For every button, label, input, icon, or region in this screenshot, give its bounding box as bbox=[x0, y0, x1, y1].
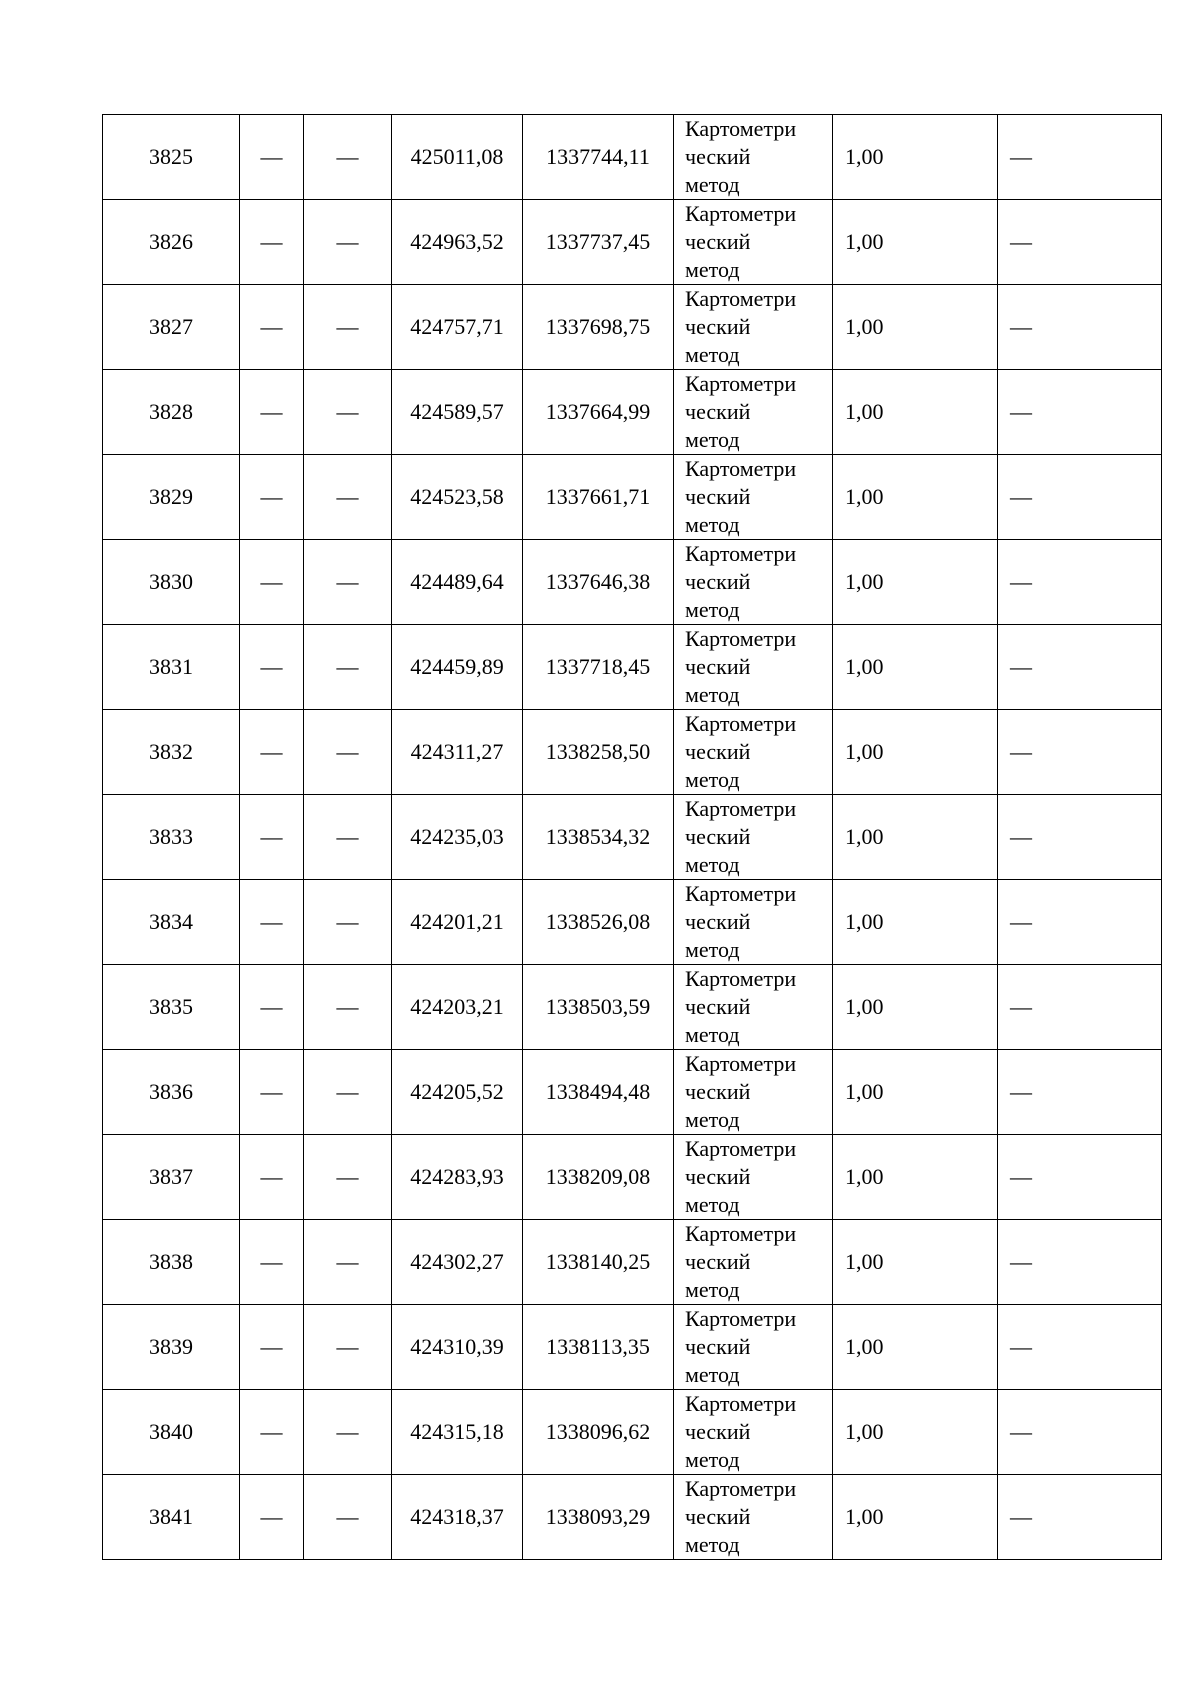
method-cell bbox=[674, 1050, 833, 1135]
empty-value-cell: — bbox=[304, 370, 392, 455]
point-number-cell: 3839 bbox=[103, 1305, 240, 1390]
accuracy-cell: 1,00 bbox=[833, 965, 998, 1050]
x-coordinate-cell: 424283,93 bbox=[392, 1135, 523, 1220]
y-coordinate-cell: 1338258,50 bbox=[523, 710, 674, 795]
table-row bbox=[103, 1220, 1162, 1305]
empty-value-cell: — bbox=[240, 965, 304, 1050]
method-text: Картометри ческий метод bbox=[685, 541, 797, 622]
x-coordinate-cell: 424315,18 bbox=[392, 1390, 523, 1475]
y-coordinate-cell: 1338093,29 bbox=[523, 1475, 674, 1560]
point-number-cell: 3827 bbox=[103, 285, 240, 370]
x-coordinate-cell: 424302,27 bbox=[392, 1220, 523, 1305]
point-number-cell: 3828 bbox=[103, 370, 240, 455]
method-cell bbox=[674, 200, 833, 285]
method-text: Картометри ческий метод bbox=[685, 626, 797, 707]
empty-value-cell: — bbox=[304, 795, 392, 880]
empty-value-cell: — bbox=[240, 115, 304, 200]
y-coordinate-cell: 1337744,11 bbox=[523, 115, 674, 200]
point-number-cell: 3832 bbox=[103, 710, 240, 795]
empty-value-cell: — bbox=[240, 710, 304, 795]
accuracy-cell: 1,00 bbox=[833, 1475, 998, 1560]
point-number-cell: 3825 bbox=[103, 115, 240, 200]
table-row bbox=[103, 880, 1162, 965]
empty-value-cell: — bbox=[304, 200, 392, 285]
empty-value-cell: — bbox=[240, 625, 304, 710]
method-text: Картометри ческий метод bbox=[685, 711, 797, 792]
y-coordinate-cell: 1338534,32 bbox=[523, 795, 674, 880]
method-text: Картометри ческий метод bbox=[685, 1136, 797, 1217]
method-text: Картометри ческий метод bbox=[685, 286, 797, 367]
empty-value-cell: — bbox=[998, 880, 1162, 965]
empty-value-cell: — bbox=[998, 965, 1162, 1050]
y-coordinate-cell: 1338113,35 bbox=[523, 1305, 674, 1390]
x-coordinate-cell: 424963,52 bbox=[392, 200, 523, 285]
point-number-cell: 3833 bbox=[103, 795, 240, 880]
method-text: Картометри ческий метод bbox=[685, 1221, 797, 1302]
empty-value-cell: — bbox=[304, 1305, 392, 1390]
empty-value-cell: — bbox=[998, 1305, 1162, 1390]
empty-value-cell: — bbox=[304, 965, 392, 1050]
empty-value-cell: — bbox=[240, 370, 304, 455]
accuracy-cell: 1,00 bbox=[833, 1220, 998, 1305]
table-row bbox=[103, 1475, 1162, 1560]
empty-value-cell: — bbox=[304, 1475, 392, 1560]
method-cell bbox=[674, 455, 833, 540]
point-number-cell: 3831 bbox=[103, 625, 240, 710]
method-text: Картометри ческий метод bbox=[685, 456, 797, 537]
empty-value-cell: — bbox=[304, 880, 392, 965]
accuracy-cell: 1,00 bbox=[833, 710, 998, 795]
empty-value-cell: — bbox=[998, 1475, 1162, 1560]
method-text: Картометри ческий метод bbox=[685, 796, 797, 877]
y-coordinate-cell: 1338494,48 bbox=[523, 1050, 674, 1135]
y-coordinate-cell: 1337737,45 bbox=[523, 200, 674, 285]
x-coordinate-cell: 424310,39 bbox=[392, 1305, 523, 1390]
accuracy-cell: 1,00 bbox=[833, 1050, 998, 1135]
method-cell bbox=[674, 710, 833, 795]
method-text: Картометри ческий метод bbox=[685, 116, 797, 197]
y-coordinate-cell: 1338526,08 bbox=[523, 880, 674, 965]
point-number-cell: 3834 bbox=[103, 880, 240, 965]
method-text: Картометри ческий метод bbox=[685, 201, 797, 282]
method-cell bbox=[674, 1135, 833, 1220]
empty-value-cell: — bbox=[304, 540, 392, 625]
table-row bbox=[103, 965, 1162, 1050]
method-cell bbox=[674, 115, 833, 200]
accuracy-cell: 1,00 bbox=[833, 115, 998, 200]
y-coordinate-cell: 1338209,08 bbox=[523, 1135, 674, 1220]
empty-value-cell: — bbox=[998, 115, 1162, 200]
x-coordinate-cell: 424757,71 bbox=[392, 285, 523, 370]
y-coordinate-cell: 1337718,45 bbox=[523, 625, 674, 710]
method-text: Картометри ческий метод bbox=[685, 966, 797, 1047]
coordinates-table-body bbox=[103, 115, 1162, 1560]
empty-value-cell: — bbox=[998, 1050, 1162, 1135]
empty-value-cell: — bbox=[998, 1220, 1162, 1305]
coordinates-table bbox=[102, 114, 1162, 1560]
method-cell bbox=[674, 1305, 833, 1390]
method-cell bbox=[674, 540, 833, 625]
empty-value-cell: — bbox=[998, 285, 1162, 370]
method-cell bbox=[674, 965, 833, 1050]
table-row bbox=[103, 1050, 1162, 1135]
empty-value-cell: — bbox=[998, 625, 1162, 710]
y-coordinate-cell: 1337664,99 bbox=[523, 370, 674, 455]
y-coordinate-cell: 1338096,62 bbox=[523, 1390, 674, 1475]
y-coordinate-cell: 1338503,59 bbox=[523, 965, 674, 1050]
method-text: Картометри ческий метод bbox=[685, 1476, 797, 1557]
point-number-cell: 3836 bbox=[103, 1050, 240, 1135]
table-row bbox=[103, 200, 1162, 285]
x-coordinate-cell: 424318,37 bbox=[392, 1475, 523, 1560]
x-coordinate-cell: 424205,52 bbox=[392, 1050, 523, 1135]
table-row bbox=[103, 370, 1162, 455]
method-text: Картометри ческий метод bbox=[685, 1391, 797, 1472]
method-text: Картометри ческий метод bbox=[685, 371, 797, 452]
empty-value-cell: — bbox=[240, 1305, 304, 1390]
x-coordinate-cell: 424459,89 bbox=[392, 625, 523, 710]
empty-value-cell: — bbox=[998, 1390, 1162, 1475]
x-coordinate-cell: 424235,03 bbox=[392, 795, 523, 880]
y-coordinate-cell: 1337661,71 bbox=[523, 455, 674, 540]
point-number-cell: 3838 bbox=[103, 1220, 240, 1305]
point-number-cell: 3826 bbox=[103, 200, 240, 285]
method-cell bbox=[674, 1390, 833, 1475]
empty-value-cell: — bbox=[304, 625, 392, 710]
empty-value-cell: — bbox=[240, 455, 304, 540]
accuracy-cell: 1,00 bbox=[833, 625, 998, 710]
point-number-cell: 3841 bbox=[103, 1475, 240, 1560]
empty-value-cell: — bbox=[240, 795, 304, 880]
accuracy-cell: 1,00 bbox=[833, 1390, 998, 1475]
table-row bbox=[103, 115, 1162, 200]
method-cell bbox=[674, 285, 833, 370]
empty-value-cell: — bbox=[998, 540, 1162, 625]
point-number-cell: 3840 bbox=[103, 1390, 240, 1475]
empty-value-cell: — bbox=[240, 1475, 304, 1560]
x-coordinate-cell: 424589,57 bbox=[392, 370, 523, 455]
accuracy-cell: 1,00 bbox=[833, 540, 998, 625]
method-cell bbox=[674, 1475, 833, 1560]
x-coordinate-cell: 424201,21 bbox=[392, 880, 523, 965]
table-row bbox=[103, 710, 1162, 795]
table-row bbox=[103, 540, 1162, 625]
empty-value-cell: — bbox=[304, 1220, 392, 1305]
accuracy-cell: 1,00 bbox=[833, 200, 998, 285]
table-row bbox=[103, 625, 1162, 710]
empty-value-cell: — bbox=[998, 455, 1162, 540]
point-number-cell: 3829 bbox=[103, 455, 240, 540]
method-text: Картометри ческий метод bbox=[685, 1051, 797, 1132]
x-coordinate-cell: 424311,27 bbox=[392, 710, 523, 795]
x-coordinate-cell: 424203,21 bbox=[392, 965, 523, 1050]
empty-value-cell: — bbox=[304, 1135, 392, 1220]
method-cell bbox=[674, 625, 833, 710]
point-number-cell: 3830 bbox=[103, 540, 240, 625]
point-number-cell: 3837 bbox=[103, 1135, 240, 1220]
empty-value-cell: — bbox=[304, 115, 392, 200]
table-row bbox=[103, 455, 1162, 540]
empty-value-cell: — bbox=[240, 1135, 304, 1220]
x-coordinate-cell: 425011,08 bbox=[392, 115, 523, 200]
accuracy-cell: 1,00 bbox=[833, 1135, 998, 1220]
accuracy-cell: 1,00 bbox=[833, 795, 998, 880]
empty-value-cell: — bbox=[240, 540, 304, 625]
accuracy-cell: 1,00 bbox=[833, 285, 998, 370]
y-coordinate-cell: 1337646,38 bbox=[523, 540, 674, 625]
empty-value-cell: — bbox=[998, 200, 1162, 285]
empty-value-cell: — bbox=[240, 1050, 304, 1135]
empty-value-cell: — bbox=[304, 1050, 392, 1135]
empty-value-cell: — bbox=[240, 880, 304, 965]
method-cell bbox=[674, 1220, 833, 1305]
point-number-cell: 3835 bbox=[103, 965, 240, 1050]
x-coordinate-cell: 424489,64 bbox=[392, 540, 523, 625]
accuracy-cell: 1,00 bbox=[833, 455, 998, 540]
table-row bbox=[103, 1305, 1162, 1390]
accuracy-cell: 1,00 bbox=[833, 370, 998, 455]
method-cell bbox=[674, 370, 833, 455]
empty-value-cell: — bbox=[304, 455, 392, 540]
accuracy-cell: 1,00 bbox=[833, 880, 998, 965]
method-cell bbox=[674, 880, 833, 965]
x-coordinate-cell: 424523,58 bbox=[392, 455, 523, 540]
empty-value-cell: — bbox=[304, 285, 392, 370]
empty-value-cell: — bbox=[240, 200, 304, 285]
empty-value-cell: — bbox=[304, 1390, 392, 1475]
empty-value-cell: — bbox=[998, 710, 1162, 795]
y-coordinate-cell: 1337698,75 bbox=[523, 285, 674, 370]
empty-value-cell: — bbox=[304, 710, 392, 795]
method-cell bbox=[674, 795, 833, 880]
method-text: Картометри ческий метод bbox=[685, 1306, 797, 1387]
table-row bbox=[103, 795, 1162, 880]
empty-value-cell: — bbox=[998, 370, 1162, 455]
empty-value-cell: — bbox=[998, 795, 1162, 880]
method-text: Картометри ческий метод bbox=[685, 881, 797, 962]
accuracy-cell: 1,00 bbox=[833, 1305, 998, 1390]
table-row bbox=[103, 1135, 1162, 1220]
table-row bbox=[103, 285, 1162, 370]
empty-value-cell: — bbox=[998, 1135, 1162, 1220]
empty-value-cell: — bbox=[240, 1220, 304, 1305]
empty-value-cell: — bbox=[240, 285, 304, 370]
empty-value-cell: — bbox=[240, 1390, 304, 1475]
table-row bbox=[103, 1390, 1162, 1475]
y-coordinate-cell: 1338140,25 bbox=[523, 1220, 674, 1305]
